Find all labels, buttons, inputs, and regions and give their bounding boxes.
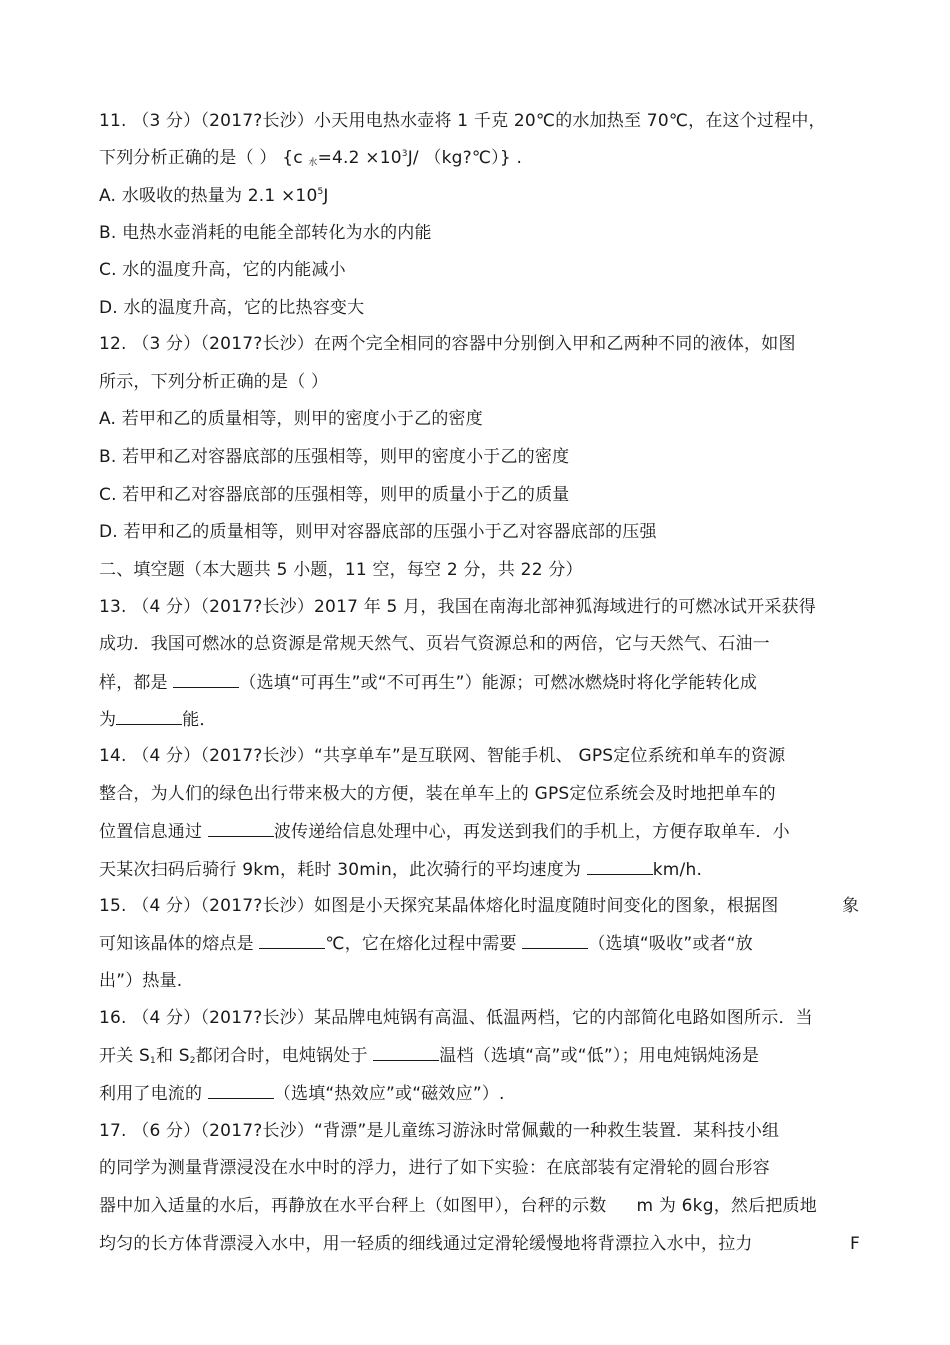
q16-line-2-text: 都闭合时，电炖锅处于: [195, 1046, 374, 1066]
q16-switch-s2: 和 S: [155, 1046, 190, 1066]
q13-line-3-rest: （选填“可再生”或“不可再生”）能源；可燃冰燃烧时将化学能转化成: [239, 673, 758, 693]
q11-heat-capacity: =4.2 ×10: [317, 148, 402, 168]
answer-blank[interactable]: [208, 1082, 274, 1099]
q13-line-3: [99, 671, 757, 694]
q11-option-a: [99, 185, 329, 207]
q15-line-2-rest: （选填“吸收”或者“放: [588, 934, 753, 954]
q16-line-2: [99, 1044, 759, 1067]
q11-exponent: 3: [401, 149, 408, 159]
q15-line-2-mid: ℃，它在熔化过程中需要: [325, 934, 523, 954]
q14-line-4: [99, 858, 702, 881]
q14-line-4-text: 天某次扫码后骑行 9km，耗时 30min，此次骑行的平均速度为: [99, 860, 587, 880]
q17-line-3: [99, 1195, 817, 1217]
q11-option-d: D. 水的温度升高，它的比热容变大: [99, 298, 365, 318]
q14-line-3: [99, 820, 790, 843]
q17-line-3-text: 器中加入适量的水后，再静放在水平台秤上（如图甲），台秤的示数: [99, 1196, 607, 1216]
q13-line-1: 13. （4 分）（2017?长沙）2017 年 5 月，我国在南海北部神狐海域进行的可燃冰试开采获得: [99, 597, 816, 617]
q17-line-4-end: F: [850, 1234, 860, 1254]
q11-option-a-text: A. 水吸收的热量为 2.1 ×10: [99, 186, 318, 206]
q16-line-1: 16. （4 分）（2017?长沙）某品牌电炖锅有高温、低温两档，它的内部简化电路如图所示．当: [99, 1008, 813, 1028]
q15-line-1: 15. （4 分）（2017?长沙）如图是小天探究某晶体熔化时温度随时间变化的图象，根据图: [99, 896, 779, 916]
q12-stem-line-2: 所示，下列分析正确的是（ ）: [99, 372, 329, 392]
q11-option-a-unit: J: [323, 186, 329, 206]
q11-stem-line-1: 11. （3 分）（2017?长沙）小天用电热水壶将 1 千克 20℃的水加热至 70℃，在这个过程中，: [99, 111, 826, 131]
q16-line-3-text: 利用了电流的: [99, 1084, 208, 1104]
q11-unit: J/ （kg?℃）} .: [407, 148, 523, 168]
q14-line-1: 14. （4 分）（2017?长沙）“共享单车”是互联网、智能手机、 GPS定位系统和单车的资源: [99, 746, 786, 766]
answer-blank[interactable]: [116, 708, 182, 725]
q14-line-3-rest: 波传递给信息处理中心，再发送到我们的手机上，方便存取单车．小: [273, 822, 790, 842]
answer-blank[interactable]: [173, 671, 239, 688]
q12-option-a: A. 若甲和乙的质量相等，则甲的密度小于乙的密度: [99, 409, 483, 429]
q16-line-3: [99, 1082, 505, 1105]
q15-line-2-text: 可知该晶体的熔点是: [99, 934, 260, 954]
q13-line-4-rest: 能．: [182, 710, 217, 730]
q12-option-b: B. 若甲和乙对容器底部的压强相等，则甲的密度小于乙的密度: [99, 447, 570, 467]
q15-line-3: 出”）热量.: [99, 971, 183, 991]
q12-option-d: D. 若甲和乙的质量相等，则甲对容器底部的压强小于乙对容器底部的压强: [99, 522, 657, 542]
q17-line-3-rest: m 为 6kg，然后把质地: [636, 1196, 817, 1216]
answer-blank[interactable]: [208, 820, 274, 837]
q11-stem-text: 下列分析正确的是（ ） {c: [99, 148, 309, 168]
q12-stem-line-1: 12. （3 分）（2017?长沙）在两个完全相同的容器中分别倒入甲和乙两种不同的液体，如图: [99, 334, 796, 354]
answer-blank[interactable]: [373, 1044, 439, 1061]
q11-option-a-exponent: 5: [317, 187, 324, 197]
q16-subscript-1: 1: [150, 1056, 156, 1066]
q13-line-2: 成功．我国可燃冰的总资源是常规天然气、页岩气资源总和的两倍，它与天然气、石油一: [99, 634, 770, 654]
answer-blank[interactable]: [522, 932, 588, 949]
q16-line-3-rest: （选填“热效应”或“磁效应”）.: [273, 1084, 505, 1104]
q13-line-3-text: 样，都是: [99, 673, 174, 693]
q11-option-c: C. 水的温度升高，它的内能减小: [99, 260, 346, 280]
q17-line-2: 的同学为测量背漂浸没在水中时的浮力，进行了如下实验：在底部装有定滑轮的圆台形容: [99, 1158, 770, 1178]
q17-line-4: 均匀的长方体背漂浸入水中，用一轻质的细线通过定滑轮缓慢地将背漂拉入水中，拉力: [99, 1234, 753, 1254]
q15-line-2: [99, 932, 753, 955]
answer-blank[interactable]: [259, 932, 325, 949]
section-heading-fill-in: 二、填空题（本大题共 5 小题，11 空，每空 2 分，共 22 分）: [99, 560, 583, 580]
answer-blank[interactable]: [587, 858, 653, 875]
q11-subscript-water: 水: [308, 158, 318, 168]
q16-switch-s1: 开关 S: [99, 1046, 150, 1066]
q14-line-3-text: 位置信息通过: [99, 822, 208, 842]
q11-option-b: B. 电热水壶消耗的电能全部转化为水的内能: [99, 223, 432, 243]
q12-option-c: C. 若甲和乙对容器底部的压强相等，则甲的质量小于乙的质量: [99, 485, 570, 505]
q15-line-1-end: 象: [842, 896, 860, 916]
q14-line-4-rest: km/h.: [652, 860, 703, 880]
q13-line-4: [99, 708, 217, 731]
q16-line-2-rest: 温档（选填“高”或“低”）；用电炖锅炖汤是: [439, 1046, 760, 1066]
q14-line-2: 整合，为人们的绿色出行带来极大的方便，装在单车上的 GPS定位系统会及时地把单车的: [99, 784, 776, 804]
q17-line-1: 17. （6 分）（2017?长沙）“背漂”是儿童练习游泳时常佩戴的一种救生装置．某科技小组: [99, 1121, 780, 1141]
q16-subscript-2: 2: [189, 1056, 196, 1066]
q11-stem-line-2: [99, 147, 522, 169]
q13-line-4-text: 为: [99, 710, 117, 730]
